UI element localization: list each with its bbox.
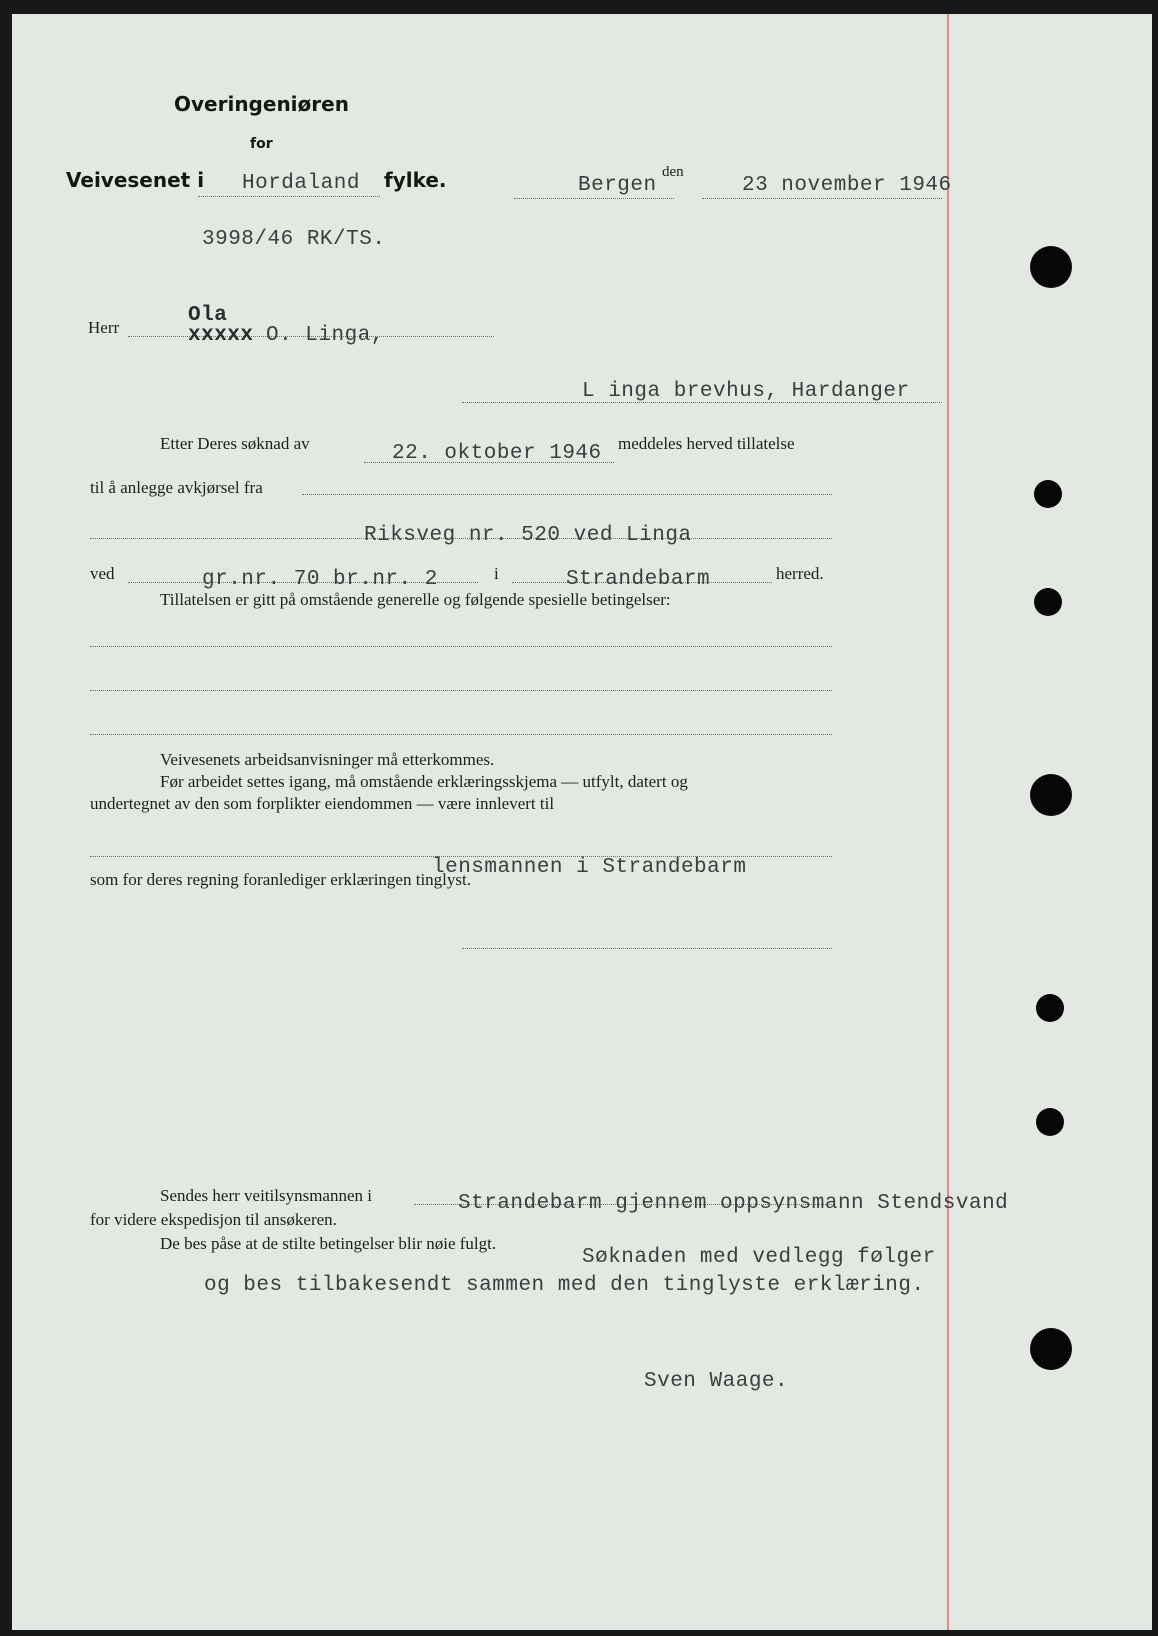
fill-line xyxy=(462,948,832,949)
herred-word: herred. xyxy=(776,564,824,583)
municipality-name: Strandebarm xyxy=(566,568,711,591)
fill-line xyxy=(198,196,380,197)
recipient-first-name: Ola xyxy=(188,304,228,327)
bes-text: De bes påse at de stilte betingelser blir nøie fulgt. xyxy=(160,1234,497,1253)
veivesenet-prefix: Veivesenet i xyxy=(66,168,205,192)
herr-label: Herr xyxy=(88,318,120,337)
county-name: Hordaland xyxy=(242,172,360,195)
punch-hole xyxy=(1036,1108,1064,1136)
punch-hole xyxy=(1030,1328,1072,1370)
letter-date: 23 november 1946 xyxy=(742,174,952,197)
fill-line xyxy=(90,646,832,647)
fill-line xyxy=(514,198,674,199)
sendes-text: Sendes herr veitilsynsmannen i xyxy=(160,1186,372,1205)
struck-out-text: xxxxx xyxy=(188,324,254,347)
sendes-typed: Strandebarm gjennem oppsynsmann Stendsvand xyxy=(458,1192,1009,1215)
den-word: den xyxy=(662,164,684,180)
authority-name: lensmannen i Strandebarm xyxy=(432,856,747,879)
instructions-line-3: undertegnet av den som forplikter eiendommen — være innlevert til xyxy=(90,794,555,813)
videre-text: for videre ekspedisjon til ansøkeren. xyxy=(90,1210,337,1229)
punch-hole xyxy=(1034,480,1062,508)
fill-line xyxy=(302,494,832,495)
place-name: Bergen xyxy=(578,174,657,197)
etter-text: Etter Deres søknad av xyxy=(160,434,310,453)
office-title: Overingeniøren xyxy=(174,92,349,116)
fill-line xyxy=(90,690,832,691)
road-name: Riksveg nr. 520 ved Linga xyxy=(364,524,692,547)
recipient-name-rest: O. Linga, xyxy=(266,324,384,347)
recipient-address: L inga brevhus, Hardanger xyxy=(582,380,910,403)
application-date: 22. oktober 1946 xyxy=(392,442,602,465)
conditions-text: Tillatelsen er gitt på omstående generelle og følgende spesielle betingelser: xyxy=(160,590,671,609)
document-page xyxy=(12,14,1152,1630)
for-word: for xyxy=(250,136,273,152)
note-line-2: og bes tilbakesendt sammen med den tinglyste erklæring. xyxy=(204,1274,925,1297)
meddeles-text: meddeles herved tillatelse xyxy=(618,434,795,453)
punch-hole xyxy=(1030,246,1072,288)
instructions-line-2: Før arbeidet settes igang, må omstående erklæringsskjema — utfylt, datert og xyxy=(160,772,688,791)
ved-label: ved xyxy=(90,564,115,583)
note-line-1: Søknaden med vedlegg følger xyxy=(582,1246,936,1269)
fill-line xyxy=(702,198,942,199)
punch-hole xyxy=(1030,774,1072,816)
tinglyst-text: som for deres regning foranlediger erklæringen tinglyst. xyxy=(90,870,471,889)
property-number: gr.nr. 70 br.nr. 2 xyxy=(202,568,438,591)
punch-hole xyxy=(1036,994,1064,1022)
fylke-word: fylke. xyxy=(384,168,447,192)
reference-number: 3998/46 RK/TS. xyxy=(202,228,386,251)
punch-hole xyxy=(1034,588,1062,616)
i-word: i xyxy=(494,564,499,583)
instructions-line-1: Veivesenets arbeidsanvisninger må etterkommes. xyxy=(160,750,495,769)
red-margin-line xyxy=(947,14,949,1630)
signature: Sven Waage. xyxy=(644,1370,789,1393)
anlegge-text: til å anlegge avkjørsel fra xyxy=(90,478,263,497)
fill-line xyxy=(90,734,832,735)
